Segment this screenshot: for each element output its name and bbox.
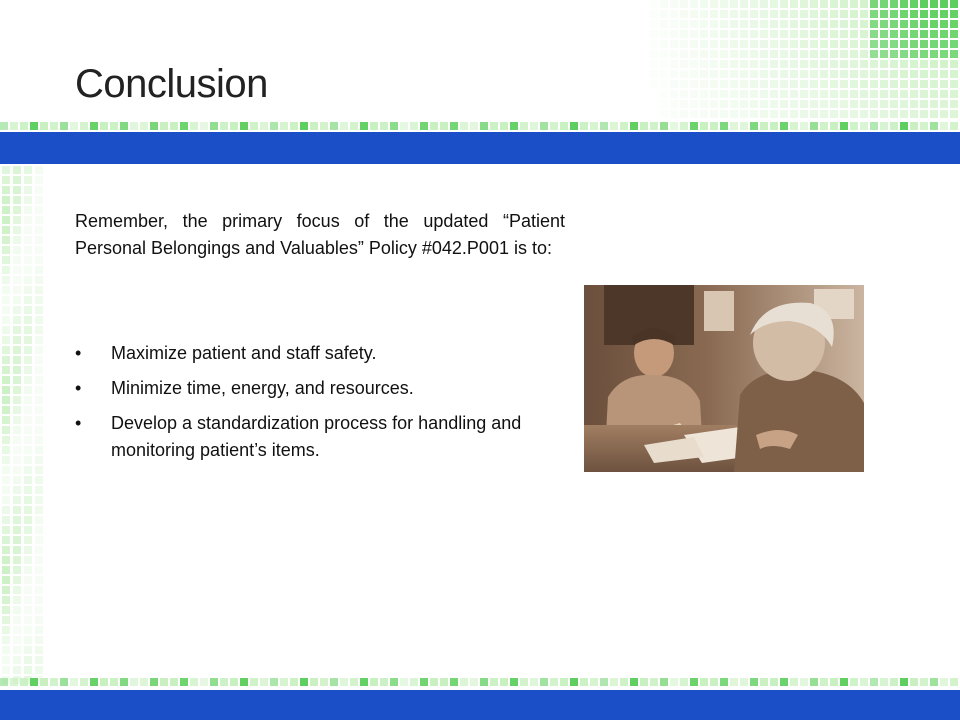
decorative-grid-left [0, 166, 46, 686]
footer-band [0, 690, 960, 720]
bullet-item [75, 340, 545, 367]
bullet-item [75, 410, 545, 464]
decorative-stripe-top [0, 120, 960, 132]
bullet-icon: • [75, 413, 82, 433]
bullet-list [75, 340, 545, 472]
photo-consultation [584, 285, 864, 472]
slide-title: Conclusion [75, 62, 268, 106]
decorative-stripe-bottom [0, 676, 960, 690]
bullet-text: Develop a standardization process for handling and monitoring patient’s items. [111, 413, 522, 460]
bullet-icon: • [75, 378, 82, 398]
header-band [0, 132, 960, 164]
bullet-item [75, 375, 545, 402]
decorative-grid-top-right [600, 0, 960, 118]
bullet-text: Minimize time, energy, and resources. [111, 378, 414, 398]
bullet-icon: • [75, 343, 82, 363]
bullet-text: Maximize patient and staff safety. [111, 343, 377, 363]
intro-paragraph: Remember, the primary focus of the updated “Patient Personal Belongings and Valuables” Policy #042.P001 is to: [75, 211, 565, 258]
